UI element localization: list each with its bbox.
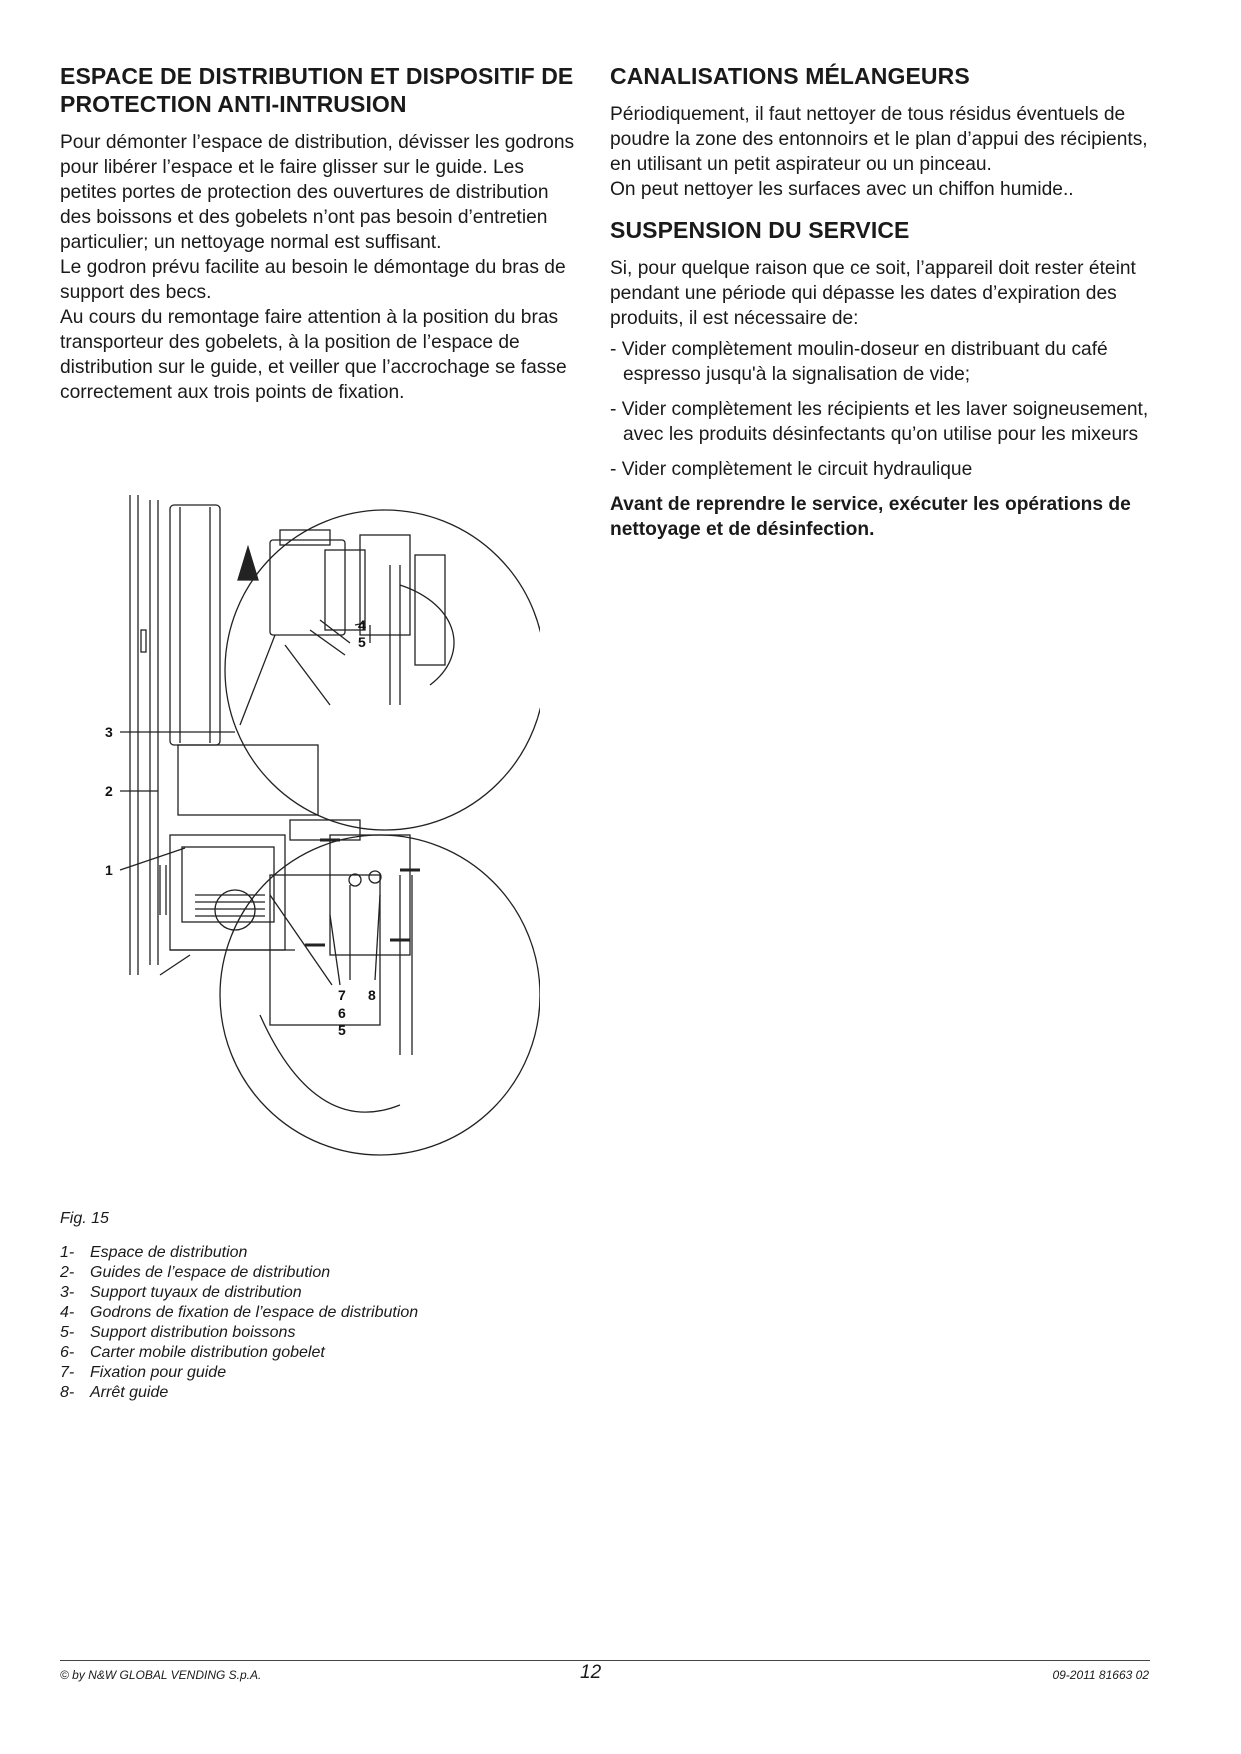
footer-copyright: © by N&W GLOBAL VENDING S.p.A. (60, 1668, 262, 1682)
paragraph-canalisations-2: On peut nettoyer les surfaces avec un chiffon humide.. (610, 179, 1074, 200)
figure-legend (60, 1243, 418, 1403)
legend-item: 8- Arrêt guide (60, 1384, 169, 1401)
technical-drawing (100, 455, 540, 1195)
paragraph-1: Pour démonter l’espace de distribution, dévisser les godrons pour libérer l’espace et le faire glisser sur le guide. Les petites portes de protection des ouvertures de distribution des boissons et des gobelets n’ont pas besoin d’entretien particulier; un nettoyage normal est suffisant. (60, 132, 575, 253)
right-column (610, 62, 1150, 542)
figure-caption: Fig. 15 (60, 1210, 109, 1227)
figure-label-6: 6 (338, 1005, 346, 1021)
paragraph-canalisations-1: Périodiquement, il faut nettoyer de tous résidus éventuels de poudre la zone des entonnoirs et le plan d’appui des récipients, en utilisant un petit aspirateur ou un pinceau. (610, 104, 1148, 175)
footer-doc-code: 09-2011 81663 02 (1052, 1668, 1149, 1682)
bullet-item-1: - Vider complètement moulin-doseur en distribuant du café espresso jusqu'à la signalisation de vide; (610, 339, 1108, 385)
section-title-suspension: SUSPENSION DU SERVICE (610, 217, 910, 243)
figure-label-2: 2 (105, 783, 113, 799)
section-title-canalisations: CANALISATIONS MÉLANGEURS (610, 63, 970, 89)
figure-label-3: 3 (105, 724, 113, 740)
paragraph-2: Le godron prévu facilite au besoin le démontage du bras de support des becs. (60, 257, 566, 303)
legend-item: 5- Support distribution boissons (60, 1324, 296, 1341)
left-column (60, 62, 580, 405)
paragraph-suspension: Si, pour quelque raison que ce soit, l’appareil doit rester éteint pendant une période qui dépasse les dates d’expiration des produits, il est nécessaire de: (610, 258, 1136, 329)
figure-label-1: 1 (105, 862, 113, 878)
legend-item: 6- Carter mobile distribution gobelet (60, 1344, 325, 1361)
section-title-distribution: ESPACE DE DISTRIBUTION ET DISPOSITIF DE PROTECTION ANTI-INTRUSION (60, 63, 574, 117)
legend-item: 2- Guides de l’espace de distribution (60, 1264, 331, 1281)
legend-item: 4- Godrons de fixation de l’espace de distribution (60, 1304, 419, 1321)
figure-label-5-top: 5 (358, 634, 366, 650)
paragraph-3: Au cours du remontage faire attention à la position du bras transporteur des gobelets, à la position de l’espace de distribution sur le guide, et veiller que l’accrochage se fasse correctement aux trois points de fixation. (60, 307, 567, 403)
legend-item: 7- Fixation pour guide (60, 1364, 227, 1381)
footer-divider (60, 1660, 1150, 1661)
legend-item: 3- Support tuyaux de distribution (60, 1284, 302, 1301)
page-number: 12 (580, 1662, 602, 1683)
figure-label-5-bottom: 5 (338, 1022, 346, 1038)
figure-label-8: 8 (368, 987, 376, 1003)
legend-item: 1- Espace de distribution (60, 1244, 248, 1261)
figure-label-7: 7 (338, 987, 346, 1003)
bullet-item-2: - Vider complètement les récipients et les laver soigneusement, avec les produits désinfectants qu’on utilise pour les mixeurs (610, 399, 1149, 445)
figure-label-4: 4 (358, 617, 366, 633)
bullet-item-3: - Vider complètement le circuit hydraulique (610, 459, 973, 480)
warning-paragraph: Avant de reprendre le service, exécuter les opérations de nettoyage et de désinfection. (610, 494, 1131, 540)
